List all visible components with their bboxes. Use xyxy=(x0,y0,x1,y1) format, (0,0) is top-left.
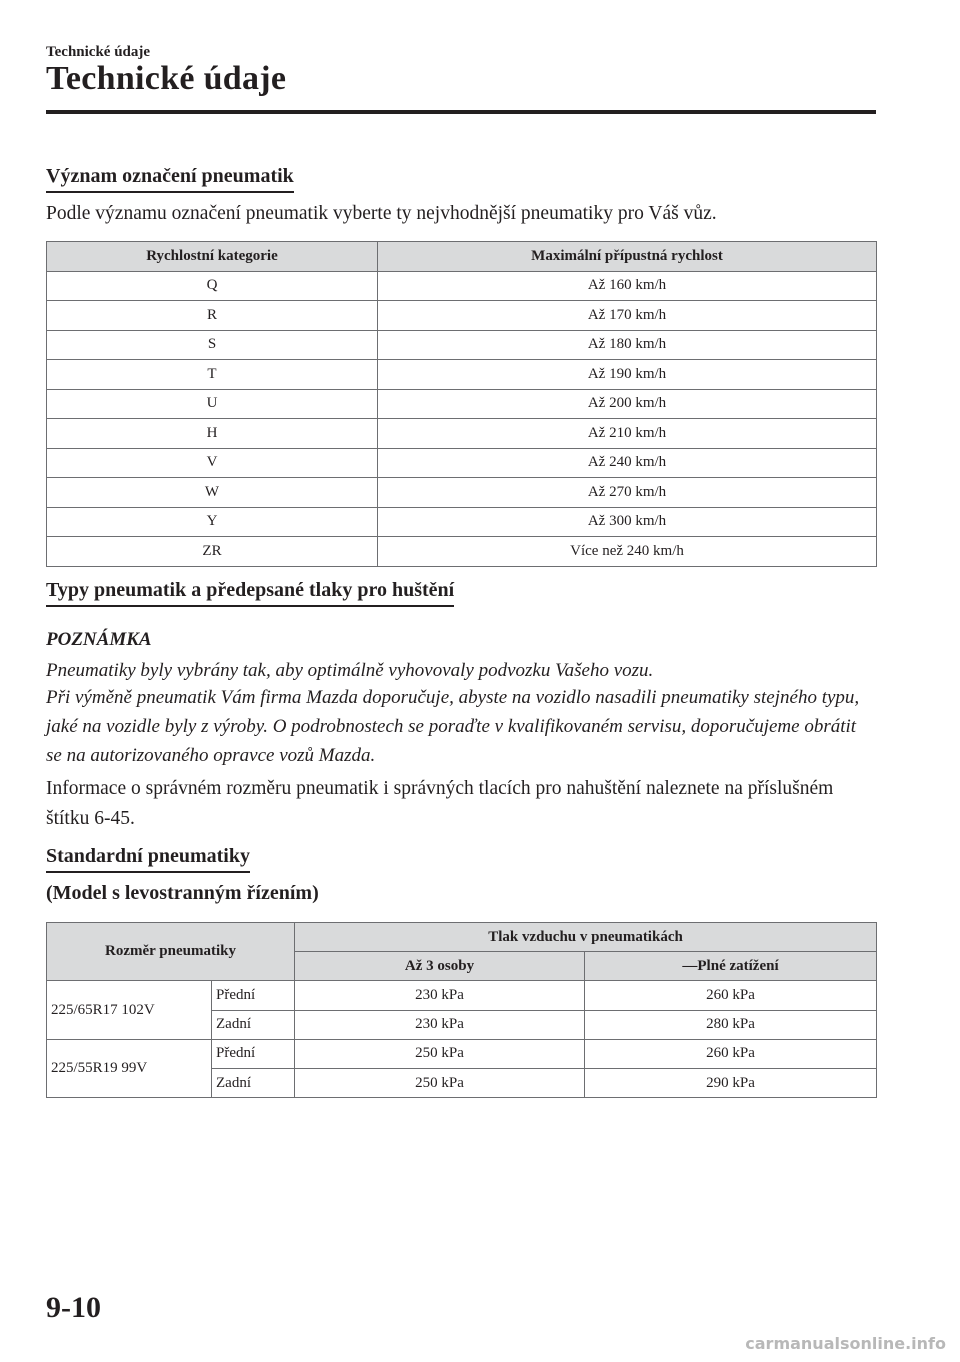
max-speed-cell: Až 300 km/h xyxy=(378,507,877,537)
speed-category-cell: W xyxy=(47,478,378,508)
max-speed-cell: Až 190 km/h xyxy=(378,360,877,390)
pressure-cell: 230 kPa xyxy=(295,1010,585,1039)
column-header: Rychlostní kategorie xyxy=(47,242,378,272)
note-line-2: Při výměně pneumatik Vám firma Mazda doporučuje, abyste na vozidlo nasadili pneumatiky stejného typu, jaké na vozidle byly z výroby. O podrobnostech se poraďte v kvalifikovaném servisu, doporučujeme obrátit se na autorizovaného opravce vozů Mazda. xyxy=(46,687,860,766)
tire-size-cell: 225/55R19 99V xyxy=(47,1039,212,1097)
tire-size-header: Rozměr pneumatiky xyxy=(47,923,295,981)
load-header-light: Až 3 osoby xyxy=(295,952,585,981)
speed-category-cell: S xyxy=(47,330,378,360)
table-row xyxy=(47,419,877,449)
load-header-full: —Plné zatížení xyxy=(585,952,877,981)
max-speed-cell: Až 200 km/h xyxy=(378,389,877,419)
section-heading-tire-marking: Význam označení pneumatik xyxy=(46,165,294,193)
table-row xyxy=(47,271,877,301)
tire-size-cell: 225/65R17 102V xyxy=(47,981,212,1039)
max-speed-cell: Až 240 km/h xyxy=(378,448,877,478)
breadcrumb: Technické údaje xyxy=(46,44,151,60)
table-row xyxy=(47,1039,877,1068)
table-row xyxy=(47,981,877,1010)
max-speed-cell: Až 270 km/h xyxy=(378,478,877,508)
table-row xyxy=(47,389,877,419)
axle-cell: Přední xyxy=(212,981,295,1010)
pressure-cell: 250 kPa xyxy=(295,1068,585,1097)
page-number: 9-10 xyxy=(46,1291,101,1324)
axle-cell: Přední xyxy=(212,1039,295,1068)
speed-category-cell: R xyxy=(47,301,378,331)
info-paragraph: Informace o správném rozměru pneumatik i správných tlacích pro nahuštění naleznete na příslušném štítku 6-45. xyxy=(46,778,834,829)
speed-category-cell: U xyxy=(47,389,378,419)
intro-paragraph: Podle významu označení pneumatik vyberte ty nejvhodnější pneumatiky pro Váš vůz. xyxy=(46,203,717,224)
speed-category-cell: Y xyxy=(47,507,378,537)
column-header: Maximální přípustná rychlost xyxy=(378,242,877,272)
watermark: carmanualsonline.info xyxy=(745,1334,946,1353)
page-title: Technické údaje xyxy=(46,60,287,97)
table-row xyxy=(47,360,877,390)
table-row xyxy=(47,448,877,478)
axle-cell: Zadní xyxy=(212,1010,295,1039)
pressure-cell: 290 kPa xyxy=(585,1068,877,1097)
speed-category-cell: Q xyxy=(47,271,378,301)
table-header-row xyxy=(47,923,877,952)
pressure-cell: 260 kPa xyxy=(585,981,877,1010)
pressure-cell: 260 kPa xyxy=(585,1039,877,1068)
model-subheading: (Model s levostranným řízením) xyxy=(46,882,319,904)
speed-category-cell: T xyxy=(47,360,378,390)
table-row xyxy=(47,537,877,567)
speed-category-cell: H xyxy=(47,419,378,449)
table-header-row xyxy=(47,242,877,272)
note-line-1: Pneumatiky byly vybrány tak, aby optimálně vyhovovaly podvozku Vašeho vozu. xyxy=(46,660,654,681)
pressure-cell: 280 kPa xyxy=(585,1010,877,1039)
tire-pressure-table xyxy=(46,922,877,1098)
table-row xyxy=(47,330,877,360)
table-row xyxy=(47,301,877,331)
note-title: POZNÁMKA xyxy=(46,629,152,650)
max-speed-cell: Až 160 km/h xyxy=(378,271,877,301)
pressure-header: Tlak vzduchu v pneumatikách xyxy=(295,923,877,952)
speed-category-cell: V xyxy=(47,448,378,478)
max-speed-cell: Až 170 km/h xyxy=(378,301,877,331)
max-speed-cell: Až 210 km/h xyxy=(378,419,877,449)
table-row xyxy=(47,478,877,508)
max-speed-cell: Až 180 km/h xyxy=(378,330,877,360)
title-divider xyxy=(46,110,876,114)
section-heading-tire-types: Typy pneumatik a předepsané tlaky pro huštění xyxy=(46,579,454,607)
pressure-cell: 250 kPa xyxy=(295,1039,585,1068)
table-row xyxy=(47,507,877,537)
section-heading-standard-tires: Standardní pneumatiky xyxy=(46,845,250,873)
pressure-cell: 230 kPa xyxy=(295,981,585,1010)
speed-category-cell: ZR xyxy=(47,537,378,567)
speed-category-table xyxy=(46,241,877,567)
axle-cell: Zadní xyxy=(212,1068,295,1097)
max-speed-cell: Více než 240 km/h xyxy=(378,537,877,567)
